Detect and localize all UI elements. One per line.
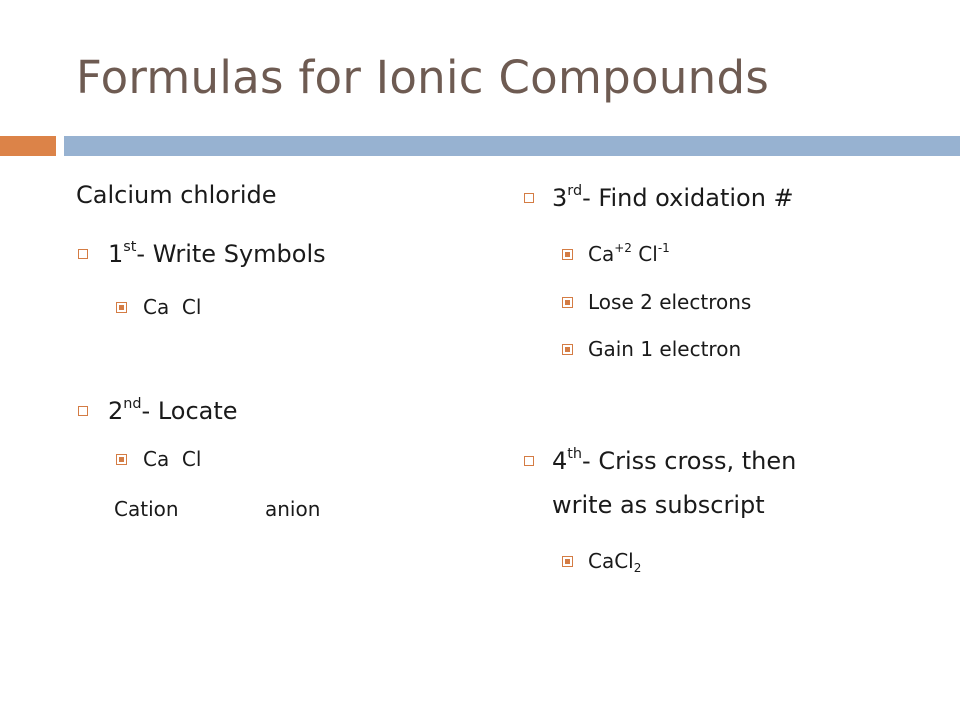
bullet-filled-square-icon xyxy=(562,249,573,260)
chlorine-charge: -1 xyxy=(657,241,670,255)
step4-number: 4 xyxy=(552,447,568,475)
bullet-filled-square-icon xyxy=(562,297,573,308)
calcium-charge: +2 xyxy=(614,241,632,255)
left-heading: Calcium chloride xyxy=(76,181,277,209)
bullet-square-icon xyxy=(78,406,88,416)
bullet-filled-square-icon xyxy=(562,344,573,355)
step1-ordinal: st xyxy=(123,239,137,256)
formula-subscript: 2 xyxy=(633,560,642,575)
label-anion: anion xyxy=(265,497,321,521)
step1-item: Ca Cl xyxy=(143,295,202,319)
step4-formula xyxy=(588,548,641,574)
step2-number: 2 xyxy=(108,397,124,425)
formula-base: CaCl xyxy=(588,549,634,573)
step3-item-lose: Lose 2 electrons xyxy=(588,290,752,314)
bullet-square-icon xyxy=(524,193,534,203)
chlorine-symbol: Cl xyxy=(638,242,658,266)
step4-text: - Criss cross, then xyxy=(582,447,797,475)
accent-bar xyxy=(0,136,56,156)
step2-text: - Locate xyxy=(141,397,238,425)
step4-ordinal: th xyxy=(567,446,583,463)
step3-ordinal: rd xyxy=(567,183,583,200)
step2-heading xyxy=(108,396,238,426)
label-cation: Cation xyxy=(114,497,179,521)
step3-number: 3 xyxy=(552,184,568,212)
slide-title: Formulas for Ionic Compounds xyxy=(76,51,770,104)
step4-heading-line1 xyxy=(552,446,796,476)
step3-heading xyxy=(552,183,794,213)
step4-heading-line2: write as subscript xyxy=(552,491,765,519)
step2-ordinal: nd xyxy=(123,396,142,413)
bullet-filled-square-icon xyxy=(116,454,127,465)
step1-text: - Write Symbols xyxy=(136,240,326,268)
calcium-symbol: Ca xyxy=(588,242,615,266)
bullet-square-icon xyxy=(524,456,534,466)
bullet-filled-square-icon xyxy=(116,302,127,313)
bullet-square-icon xyxy=(78,249,88,259)
title-underline-bar xyxy=(64,136,960,156)
step1-number: 1 xyxy=(108,240,124,268)
bullet-filled-square-icon xyxy=(562,556,573,567)
step3-item-gain: Gain 1 electron xyxy=(588,337,742,361)
step3-oxidation-states xyxy=(588,241,670,267)
step3-text: - Find oxidation # xyxy=(582,184,794,212)
step2-item: Ca Cl xyxy=(143,447,202,471)
step1-heading xyxy=(108,239,326,269)
